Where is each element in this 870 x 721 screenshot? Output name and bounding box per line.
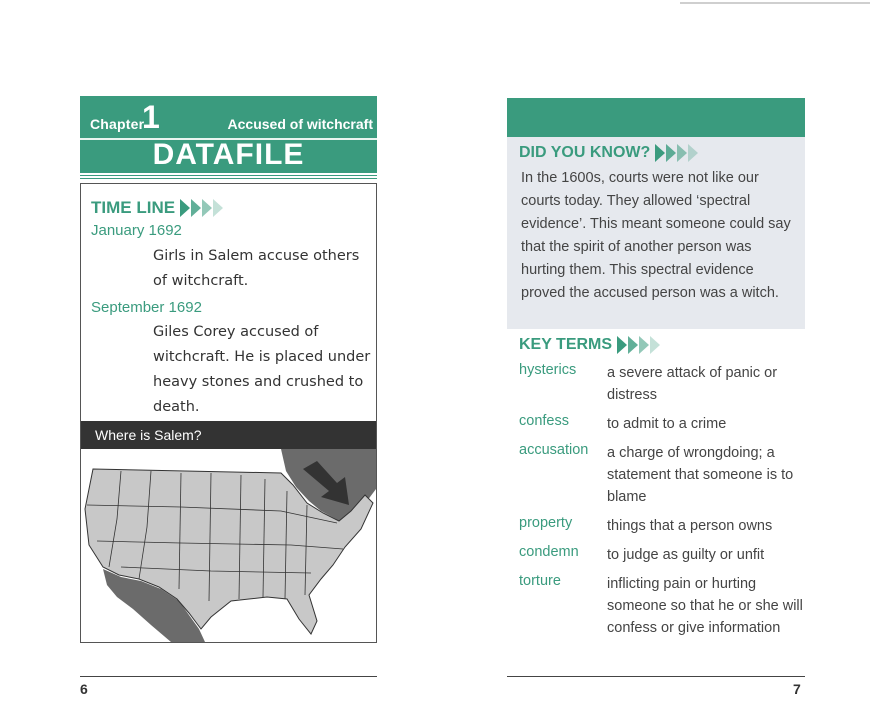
key-term-definition: to admit to a crime <box>607 416 727 432</box>
timeline-date: January 1692 <box>91 222 182 239</box>
key-term: condemn <box>519 544 579 560</box>
timeline-text: Girls in Salem accuse others of witchcraft. <box>153 248 360 289</box>
key-term-definition: things that a person owns <box>607 518 773 534</box>
did-you-know-panel <box>507 137 805 329</box>
key-term-definition: to judge as guilty or unfit <box>607 547 765 563</box>
did-you-know-heading <box>519 144 699 162</box>
key-term-definition: a charge of wrongdoing; a statement that someone is to blame <box>607 445 794 505</box>
key-terms-heading <box>519 336 661 354</box>
page-number-right: 7 <box>793 681 801 697</box>
key-term-definition: a severe attack of panic or distress <box>607 365 778 403</box>
triple-chevron-arrow-icon <box>655 144 699 162</box>
key-term: accusation <box>519 442 589 458</box>
did-you-know-title: DID YOU KNOW? <box>519 144 651 161</box>
key-term: confess <box>519 413 569 429</box>
chapter-header <box>80 96 377 173</box>
chapter-word: Chapter <box>90 116 145 132</box>
top-edge-rule <box>680 2 870 4</box>
key-term: torture <box>519 573 561 589</box>
timeline-title: TIME LINE <box>91 198 176 217</box>
timeline-heading <box>91 198 224 218</box>
did-you-know-text: In the 1600s, courts were not like our courts today. They allowed ‘spectral evidence’. This meant someone could say that the spirit of another person was hurting them. This spectral evidence proved the accused person was a witch. <box>521 170 791 301</box>
timeline-text: Giles Corey accused of witchcraft. He is placed under heavy stones and crushed to death. <box>153 324 371 415</box>
footer-rule <box>80 676 377 677</box>
timeline-box <box>80 183 377 643</box>
triple-chevron-arrow-icon <box>180 199 224 217</box>
triple-chevron-arrow-icon <box>617 336 661 354</box>
timeline-date: September 1692 <box>91 299 202 316</box>
key-term: property <box>519 515 573 531</box>
key-term: hysterics <box>519 362 577 378</box>
datafile-banner: DATAFILE <box>152 138 305 171</box>
page-number-left: 6 <box>80 681 88 697</box>
did-you-know-header-bar <box>507 98 805 137</box>
key-terms-title: KEY TERMS <box>519 336 613 353</box>
map-title-bar <box>81 421 376 449</box>
map-title: Where is Salem? <box>95 427 202 443</box>
chapter-number: 1 <box>142 99 160 135</box>
header-rule <box>80 175 377 176</box>
usa-map <box>81 449 376 642</box>
header-rule <box>80 178 377 179</box>
footer-rule <box>507 676 805 677</box>
key-term-definition: inflicting pain or hurting someone so that he or she will confess or give information <box>607 576 803 636</box>
chapter-title: Accused of witchcraft <box>227 116 373 132</box>
